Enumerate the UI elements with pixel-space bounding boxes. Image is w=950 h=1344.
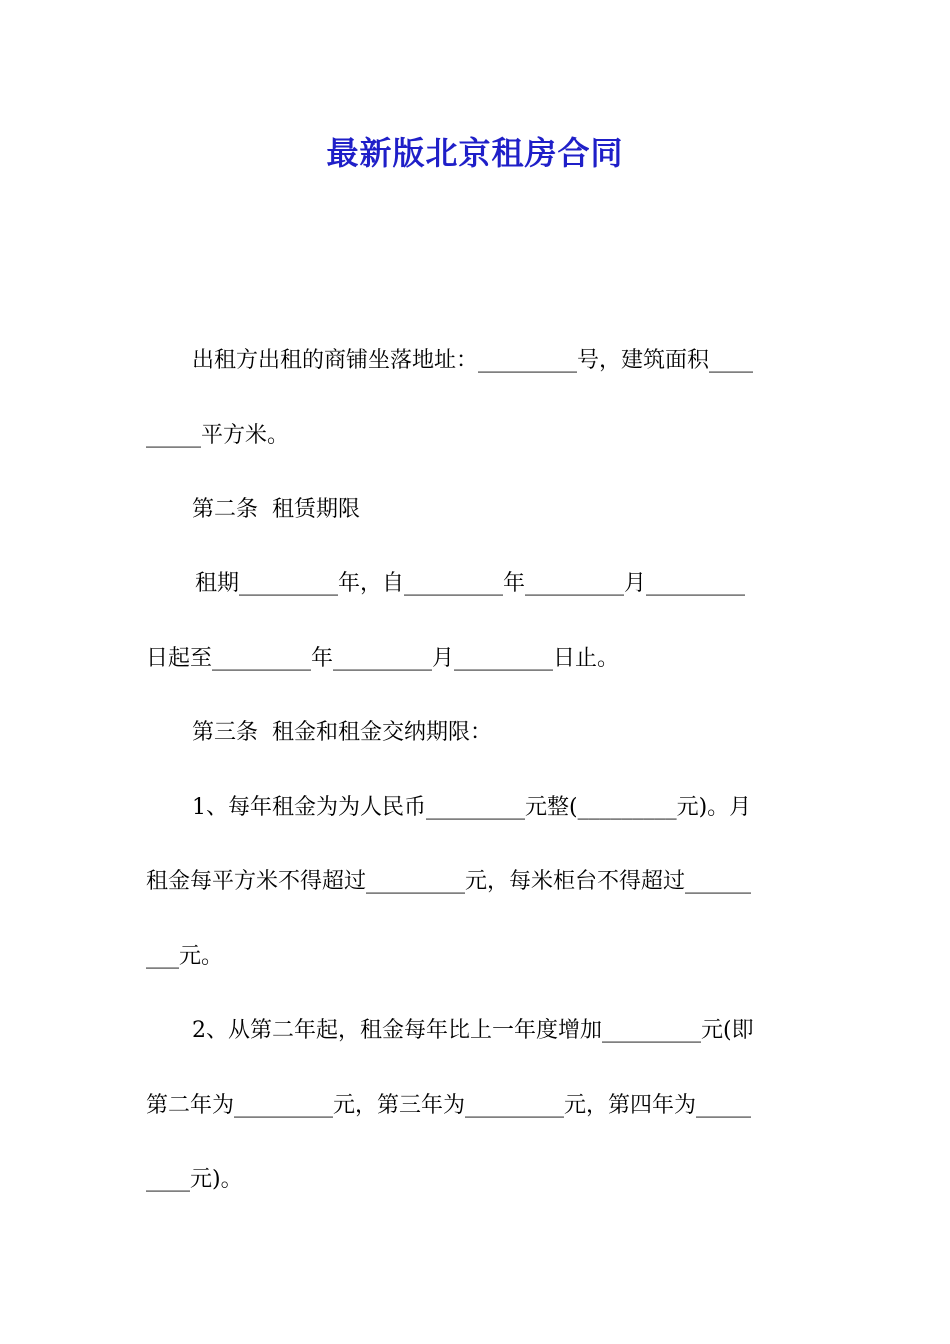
paragraph-line: 租期_________年，自_________年_________月_________ — [195, 571, 746, 596]
paragraph-line: ____元)。 — [146, 1167, 243, 1192]
section-heading: 第二条 租赁期限 — [192, 497, 360, 522]
paragraph-line: 出租方出租的商铺坐落地址：_________号，建筑面积____ — [192, 348, 754, 373]
paragraph-line: 2、从第二年起，租金每年比上一年度增加_________元(即 — [192, 1018, 754, 1043]
section-heading: 第三条 租金和租金交纳期限： — [192, 720, 492, 745]
paragraph-line: 日起至_________年_________月_________日止。 — [146, 646, 620, 671]
paragraph-line: 第二年为_________元，第三年为_________元，第四年为_____ — [146, 1093, 752, 1118]
paragraph-line: 1、每年租金为为人民币_________元整(_________元)。月 — [192, 795, 752, 820]
paragraph-line: _____平方米。 — [146, 423, 290, 448]
paragraph-line: ___元。 — [146, 944, 224, 969]
paragraph-line: 租金每平方米不得超过_________元，每米柜台不得超过______ — [146, 869, 752, 894]
document-title: 最新版北京租房合同 — [326, 134, 624, 172]
